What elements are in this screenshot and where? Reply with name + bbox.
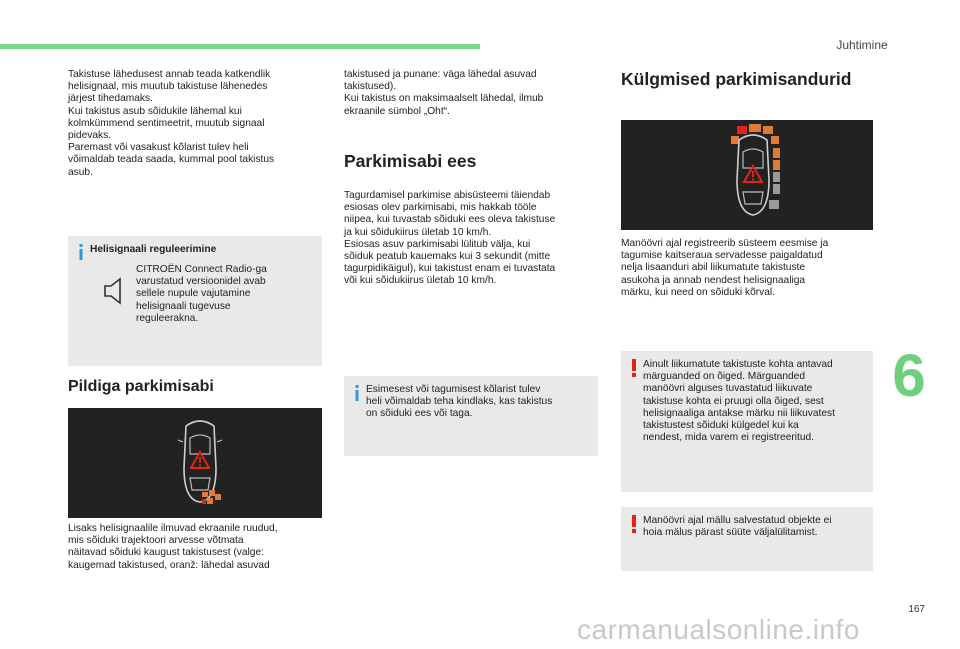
info-note-speakers [344, 376, 598, 456]
note-title: Helisignaali reguleerimine [90, 244, 217, 255]
warning-note-moving-obstacles [621, 351, 873, 492]
warning-note-memory [621, 507, 873, 571]
speaker-icon [102, 276, 126, 306]
watermark: carmanualsonline.info [577, 614, 860, 645]
col1-intro-text: Takistuse lähedusest annab teada katkendlik helisignaal, mis muutub takistuse lähenedes järjest tihedamaks. Kui takistus asub sõidukile lähemal kui kolmkümmend sentimeetrit, muutub signaal pidevaks. Paremast või vasakust kõlarist tulev heli võimaldab teada saada, kummal pool takistus asub. [68, 69, 275, 178]
info-note-sound-settings [68, 236, 322, 366]
warning-body: Ainult liikumatute takistuste kohta antavad märguanded on õiged. Märguanded manöövri alguses tuvastatud liikuvate takistuse kohta ei pruugi olla õiged, sest helisignaaliga antakse märku nii liikuvatest takistustest sõiduki külgedel kui ka nendest, mida varem ei registreeritud. [643, 359, 835, 444]
info-icon [353, 385, 361, 401]
note-body: CITROËN Connect Radio-ga varustatud versioonidel avab sellele nupule vajutamine helisignaali tugevuse reguleerakna. [136, 264, 267, 324]
header-accent-bar [0, 44, 480, 49]
warning-body: Manöövri ajal mällu salvestatud objekte ei hoia mälus pärast süüte väljalülitamist. [643, 515, 832, 539]
section-heading-front-parking: Parkimisabi ees [344, 151, 477, 171]
col2-intro-text: takistused ja punane: väga lähedal asuvad takistused). Kui takistus on maksimaalselt lähedal, ilmub ekraanile sümbol „Oht“. [344, 69, 544, 117]
section-heading-side-sensors: Külgmised parkimisandurid [621, 69, 852, 89]
section-heading-visual-parking: Pildiga parkimisabi [68, 378, 214, 395]
warning-icon [629, 359, 639, 377]
section-title: Juhtimine [836, 38, 888, 52]
warning-icon [629, 515, 639, 533]
note-body: Esimesest või tagumisest kõlarist tulev heli võimaldab teha kindlaks, kas takistus on sõiduki ees või taga. [366, 384, 553, 420]
info-icon [77, 244, 85, 260]
col2-body-text: Tagurdamisel parkimise abisüsteemi täiendab esiosas olev parkimisabi, mis hakkab tööle niipea, kui tuvastab sõiduki ees oleva takistuse ja kui sõidukiirus ületab 10 km/h. Esiosas asuv parkimisabi lülitub välja, kui sõiduk peatub kauemaks kui 3 sekundit (mitte tagurpidikäigul), kui takistust enam ei tuvastata või kui sõidukiirus ületab 10 km/h. [344, 190, 556, 287]
side-sensors-illustration [621, 120, 873, 230]
col3-body-text: Manöövri ajal registreerib süsteem eesmise ja tagumise kaitseraua servadesse paigaldatud nelja lisaanduri abil liikumatute takistuste asukoha ja annab nendest helisignaaliga märku, kui need on sõiduki kõrval. [621, 238, 829, 298]
col1-after-image-text: Lisaks helisignaalile ilmuvad ekraanile ruudud, mis sõiduki trajektoori arvesse võtmata näitavad sõiduki kaugust takistusest (valge: kaugemad takistused, oranž: lähedal asuvad [68, 523, 278, 571]
visual-parking-illustration [68, 408, 322, 518]
page-number: 167 [908, 604, 925, 615]
chapter-number: 6 [892, 342, 926, 409]
